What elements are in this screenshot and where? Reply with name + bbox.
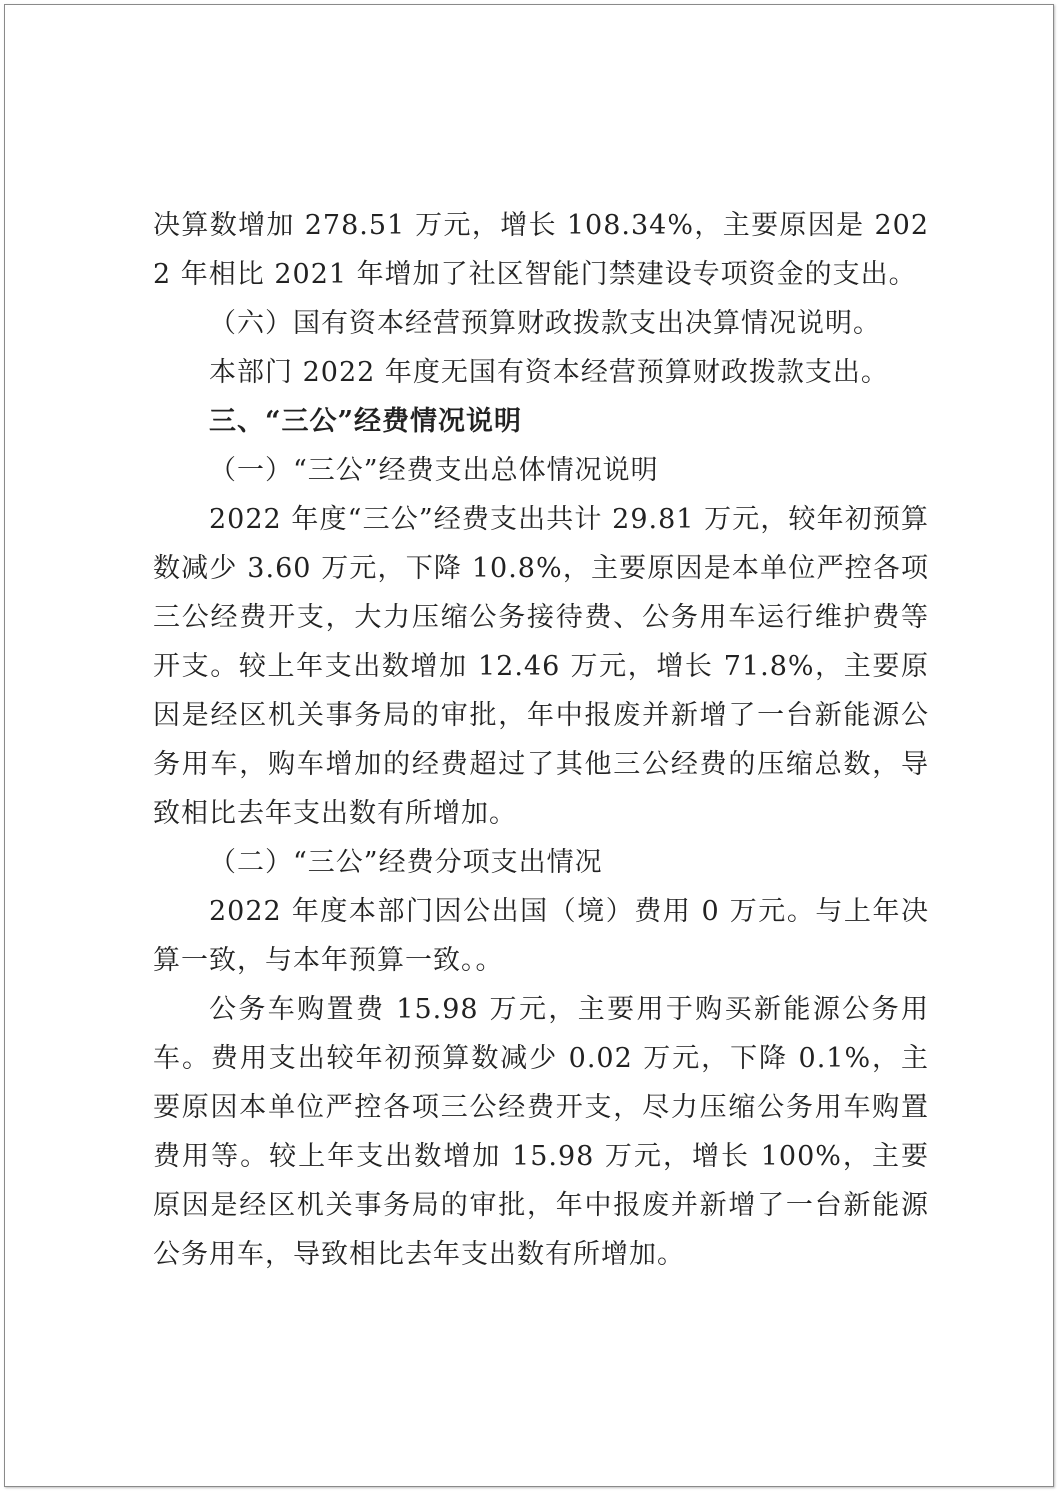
paragraph-three-public-overall: 2022 年度“三公”经费支出共计 29.81 万元，较年初预算数减少 3.60 万元，下降 10.8%，主要原因是本单位严控各项三公经费开支，大力压缩公务接待费、公务用车运行维护费等开支。较上年支出数增加 12.46 万元，增长 71.8%，主要原因是经区机关事务局的审批，年中报废并新增了一台新能源公务用车，购车增加的经费超过了其他三公经费的压缩总数，导致相比去年支出数有所增加。 xyxy=(153,504,929,829)
paragraph-vehicle-purchase: 公务车购置费 15.98 万元，主要用于购买新能源公务用车。费用支出较年初预算数减少 0.02 万元，下降 0.1%，主要原因本单位严控各项三公经费开支，尽力压缩公务用车购置费用等。较上年支出数增加 15.98 万元，增长 100%，主要原因是经区机关事务局的审批，年中报废并新增了一台新能源公务用车，导致相比去年支出数有所增加。 xyxy=(153,994,929,1270)
paragraph-overseas-travel: 2022 年度本部门因公出国（境）费用 0 万元。与上年决算一致，与本年预算一致。。 xyxy=(153,896,929,976)
paragraph-no-state-capital-spending: 本部门 2022 年度无国有资本经营预算财政拨款支出。 xyxy=(209,357,889,388)
paragraph-continuation: 决算数增加 278.51 万元，增长 108.34%，主要原因是 2022 年相比 2021 年增加了社区智能门禁建设专项资金的支出。 xyxy=(153,210,929,290)
document-page xyxy=(4,4,1054,1487)
subheading-three-public-itemized: （二）“三公”经费分项支出情况 xyxy=(209,847,603,878)
document-body xyxy=(153,201,929,1279)
subheading-state-capital-budget: （六）国有资本经营预算财政拨款支出决算情况说明。 xyxy=(209,308,881,339)
section-heading-three-public: 三、“三公”经费情况说明 xyxy=(209,406,523,437)
subheading-three-public-overall: （一）“三公”经费支出总体情况说明 xyxy=(209,455,659,486)
